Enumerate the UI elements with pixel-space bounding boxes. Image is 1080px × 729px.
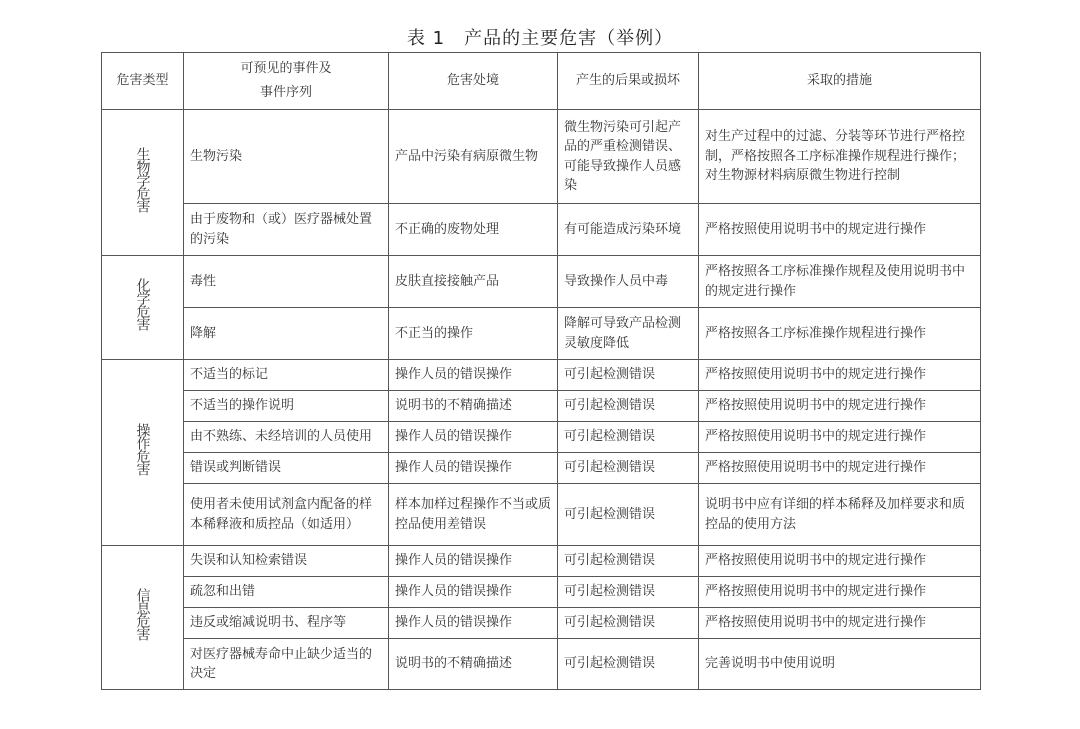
- cell-measure: 严格按照使用说明书中的规定进行操作: [699, 577, 981, 608]
- table-title: 表 1 产品的主要危害（举例）: [406, 28, 674, 49]
- category-label: 操作危害: [134, 423, 151, 476]
- cell-event: 由不熟练、未经培训的人员使用: [184, 422, 389, 453]
- header-event-line1: 可预见的事件及: [240, 61, 332, 76]
- header-event-line2: 事件序列: [259, 85, 312, 100]
- cell-measure: 完善说明书中使用说明: [699, 639, 981, 690]
- category-chem: [102, 256, 184, 360]
- header-event: [184, 53, 389, 110]
- table-row: [102, 110, 981, 204]
- category-bio: [102, 110, 184, 256]
- category-info: [102, 546, 184, 690]
- table-row: [102, 308, 981, 360]
- cell-measure: 严格按照使用说明书中的规定进行操作: [699, 360, 981, 391]
- cell-consequence: 可引起检测错误: [558, 608, 699, 639]
- category-label: 化学危害: [134, 278, 151, 331]
- cell-event: 降解: [184, 308, 389, 360]
- header-consequence: 产生的后果或损坏: [558, 53, 699, 110]
- category-op: [102, 360, 184, 546]
- header-situation: 危害处境: [389, 53, 558, 110]
- header-measure: 采取的措施: [699, 53, 981, 110]
- category-label: 生物学危害: [134, 146, 151, 212]
- cell-situation: 样本加样过程操作不当或质控品使用差错误: [389, 484, 558, 546]
- table-row: [102, 422, 981, 453]
- cell-event: 由于废物和（或）医疗器械处置的污染: [184, 204, 389, 256]
- cell-situation: 操作人员的错误操作: [389, 422, 558, 453]
- cell-event: 生物污染: [184, 110, 389, 204]
- cell-situation: 说明书的不精确描述: [389, 639, 558, 690]
- table-row: [102, 546, 981, 577]
- table-row: [102, 608, 981, 639]
- cell-event: 使用者未使用试剂盒内配备的样本稀释液和质控品（如适用）: [184, 484, 389, 546]
- cell-consequence: 可引起检测错误: [558, 422, 699, 453]
- cell-consequence: 微生物污染可引起产品的严重检测错误、可能导致操作人员感染: [558, 110, 699, 204]
- table-row: [102, 204, 981, 256]
- cell-event: 失误和认知检索错误: [184, 546, 389, 577]
- cell-measure: 对生产过程中的过滤、分装等环节进行严格控制，严格按照各工序标准操作规程进行操作；对生物源材料病原微生物进行控制: [699, 110, 981, 204]
- cell-situation: 操作人员的错误操作: [389, 360, 558, 391]
- cell-situation: 操作人员的错误操作: [389, 577, 558, 608]
- cell-situation: 操作人员的错误操作: [389, 453, 558, 484]
- table-row: [102, 453, 981, 484]
- cell-event: 疏忽和出错: [184, 577, 389, 608]
- cell-measure: 说明书中应有详细的样本稀释及加样要求和质控品的使用方法: [699, 484, 981, 546]
- cell-measure: 严格按照使用说明书中的规定进行操作: [699, 422, 981, 453]
- category-label: 信息危害: [134, 588, 151, 641]
- table-row: [102, 484, 981, 546]
- cell-consequence: 可引起检测错误: [558, 546, 699, 577]
- cell-event: 违反或缩减说明书、程序等: [184, 608, 389, 639]
- table-row: [102, 256, 981, 308]
- table-row: [102, 360, 981, 391]
- cell-measure: 严格按照使用说明书中的规定进行操作: [699, 391, 981, 422]
- cell-consequence: 可引起检测错误: [558, 577, 699, 608]
- cell-consequence: 导致操作人员中毒: [558, 256, 699, 308]
- header-category: 危害类型: [102, 53, 184, 110]
- table-row: [102, 639, 981, 690]
- cell-situation: 说明书的不精确描述: [389, 391, 558, 422]
- table-row: [102, 391, 981, 422]
- cell-situation: 操作人员的错误操作: [389, 608, 558, 639]
- cell-measure: 严格按照使用说明书中的规定进行操作: [699, 453, 981, 484]
- cell-measure: 严格按照使用说明书中的规定进行操作: [699, 546, 981, 577]
- cell-consequence: 可引起检测错误: [558, 639, 699, 690]
- cell-event: 不适当的操作说明: [184, 391, 389, 422]
- cell-consequence: 降解可导致产品检测灵敏度降低: [558, 308, 699, 360]
- table-row: [102, 577, 981, 608]
- table-header-row: [102, 53, 981, 110]
- cell-consequence: 有可能造成污染环境: [558, 204, 699, 256]
- hazard-table: [101, 52, 981, 690]
- cell-situation: 不正确的废物处理: [389, 204, 558, 256]
- cell-situation: 不正当的操作: [389, 308, 558, 360]
- cell-consequence: 可引起检测错误: [558, 391, 699, 422]
- cell-event: 错误或判断错误: [184, 453, 389, 484]
- cell-consequence: 可引起检测错误: [558, 453, 699, 484]
- cell-measure: 严格按照各工序标准操作规程进行操作: [699, 308, 981, 360]
- cell-measure: 严格按照使用说明书中的规定进行操作: [699, 204, 981, 256]
- cell-situation: 皮肤直接接触产品: [389, 256, 558, 308]
- cell-situation: 操作人员的错误操作: [389, 546, 558, 577]
- cell-measure: 严格按照使用说明书中的规定进行操作: [699, 608, 981, 639]
- cell-consequence: 可引起检测错误: [558, 360, 699, 391]
- cell-situation: 产品中污染有病原微生物: [389, 110, 558, 204]
- cell-measure: 严格按照各工序标准操作规程及使用说明书中的规定进行操作: [699, 256, 981, 308]
- cell-event: 不适当的标记: [184, 360, 389, 391]
- cell-consequence: 可引起检测错误: [558, 484, 699, 546]
- cell-event: 对医疗器械寿命中止缺少适当的决定: [184, 639, 389, 690]
- cell-event: 毒性: [184, 256, 389, 308]
